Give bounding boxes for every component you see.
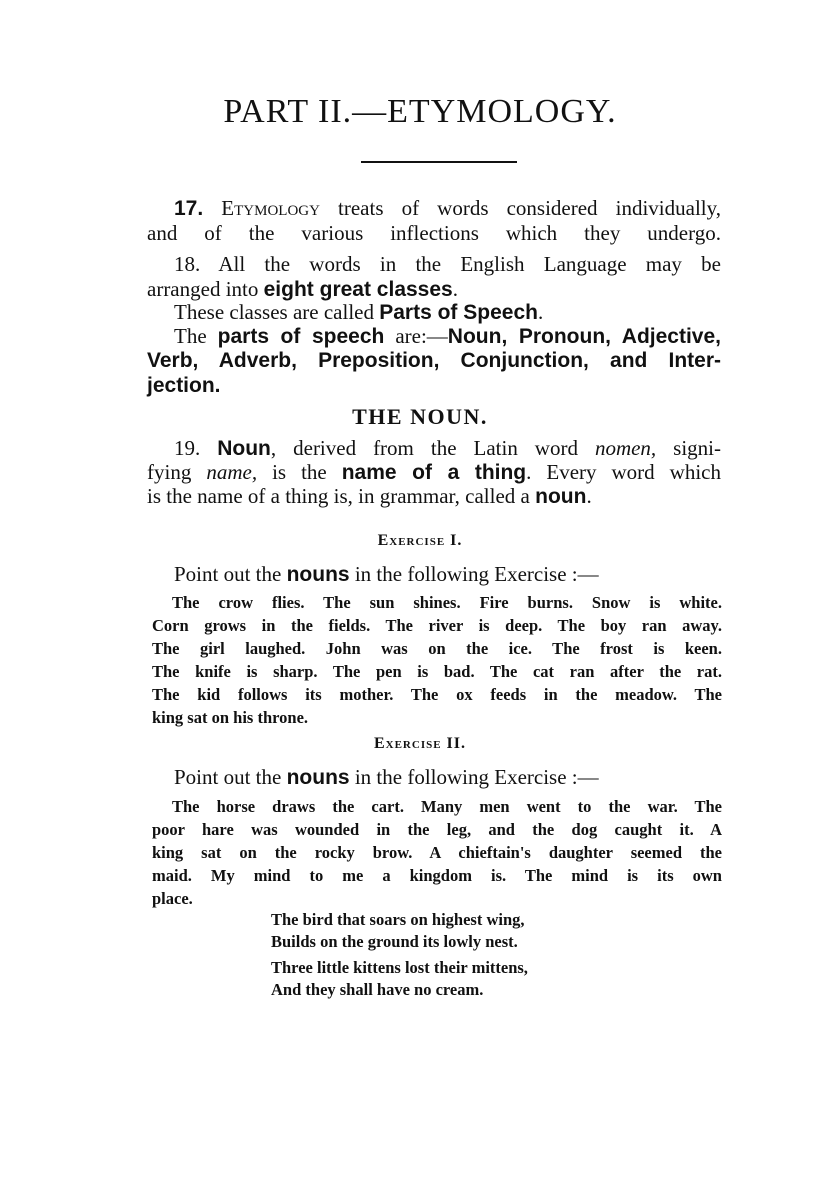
part-title: PART II.—ETYMOLOGY.	[223, 93, 617, 130]
poem-line: Three little kittens lost their mittens,	[271, 958, 528, 977]
exercise-2-line: king sat on the rocky brow. A chieftain's daughter seemed the	[152, 843, 722, 862]
p18-number: 18.	[174, 252, 201, 276]
p18-line-1: 18. All the words in the English Language may be	[174, 252, 721, 276]
exercise-1-heading: Exercise I.	[377, 532, 463, 549]
exercise-1-instruction: Point out the nouns in the following Exercise :—	[174, 562, 599, 586]
exercise-1-line: Corn grows in the fields. The river is deep. The boy ran away.	[152, 616, 722, 635]
parts-of-speech-term: Parts of Speech	[379, 301, 538, 324]
p18-line-3: These classes are called Parts of Speech.	[174, 300, 544, 324]
exercise-1-line: The crow flies. The sun shines. Fire burns. Snow is white.	[172, 593, 722, 612]
title-rule	[361, 161, 517, 163]
poem-line: The bird that soars on highest wing,	[271, 910, 525, 929]
exercise-2-line: poor hare was wounded in the leg, and the dog caught it. A	[152, 820, 722, 839]
exercise-2-line: place.	[152, 889, 193, 908]
p18-line-2: arranged into eight great classes.	[147, 277, 458, 301]
poem-line: Builds on the ground its lowly nest.	[271, 932, 518, 951]
p18-line-5: Verb, Adverb, Preposition, Conjunction, and Inter-	[147, 349, 721, 372]
p19-line-3: is the name of a thing is, in grammar, called a noun.	[147, 484, 592, 508]
eight-great-classes: eight great classes	[263, 278, 453, 301]
p18-line-6: jection.	[147, 374, 221, 397]
p17-line-2: and of the various inflections which they undergo.	[147, 221, 721, 245]
exercise-1-line: king sat on his throne.	[152, 708, 309, 727]
exercise-1-line: The knife is sharp. The pen is bad. The cat ran after the rat.	[152, 662, 722, 681]
p19-line-2: fying name, is the name of a thing. Every word which	[147, 460, 721, 484]
exercise-2-heading: Exercise II.	[373, 735, 467, 752]
exercise-2-line: The horse draws the cart. Many men went to the war. The	[172, 797, 722, 816]
p17-number: 17.	[174, 197, 204, 220]
noun-heading: THE NOUN.	[352, 404, 488, 429]
exercise-1-line: The girl laughed. John was on the ice. The frost is keen.	[152, 639, 722, 658]
p17-line-1: 17. Etymology treats of words considered individually,	[174, 196, 721, 220]
exercise-1-line: The kid follows its mother. The ox feeds in the meadow. The	[152, 685, 722, 704]
p18-line-4: The parts of speech are:—Noun, Pronoun, Adjective,	[174, 324, 721, 348]
exercise-2-instruction: Point out the nouns in the following Exercise :—	[174, 765, 599, 789]
p19-number: 19.	[174, 436, 201, 460]
p19-line-1: 19. Noun, derived from the Latin word nomen, signi-	[174, 436, 722, 460]
poem-line: And they shall have no cream.	[271, 980, 484, 999]
exercise-2-line: maid. My mind to me a kingdom is. The mind is its own	[152, 866, 722, 885]
p17-term: Etymology	[221, 196, 320, 220]
